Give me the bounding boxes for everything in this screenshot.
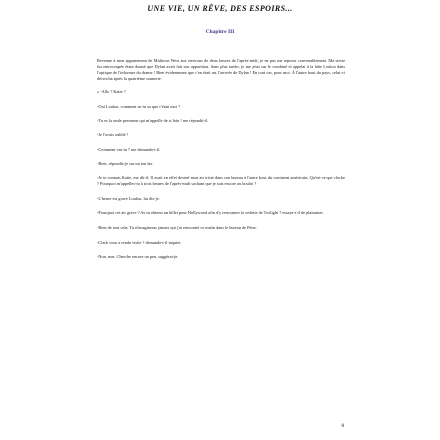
- dialogue-line: -Je l'avais oublié !: [97, 132, 129, 138]
- dialogue-line: -Bien, répondis-je sur un ton las.: [97, 160, 154, 166]
- chapter-text: [97, 58, 345, 268]
- page-number: 8: [341, 424, 344, 429]
- intro-paragraph: Revenue à mon appartement de Midtown West aux environs de deux heures de l'après-midi, je ne pus me reposer convenablement. Ma sieste fut entrecoupée étant donné que Dylan avait fait son apparition. Sans plus tarder, je me jetai sur le combiné et appelai à la hâte Loulou dans l'optique de l'informer du drame ! Bien évidemment que c'en était un, l'arrivée de Dylan ! En tout cas, pour moi. À l'autre bout du pays, celui-ci décrocha après la quatrième sonnerie.: [97, 58, 345, 82]
- dialogue-line: -Rien de tout cela. Tu n'imagineras jamais qui j'ai rencontré ce matin dans le bureau de Peter.: [97, 224, 257, 230]
- dialogue-line: -L'heure est grave Loulou, lui dis-je.: [97, 195, 160, 201]
- dialogue-line: -Je te connais Katie, me dit-il. Il avait en effet deviné mon air triste dans son bureau à l'autre bout du continent américain. Qu'est-ce-qui cloche ? Pourquoi m'appelles-tu à trois heures de l'après-midi sachant que je suis encore au boulot ?: [97, 175, 345, 187]
- running-header: UNE VIE, UN RÊVE, DES ESPOIRS...: [147, 4, 293, 13]
- chapter-title: Chapitre III: [205, 29, 235, 35]
- dialogue-line: -Oui Loulou, comment as-tu su que c'était moi ?: [97, 103, 180, 109]
- dialogue-line: -Tu es la seule personne qui m'appelle de si loin ! me répondit-il.: [97, 117, 209, 123]
- dialogue-line: -Comment vas-tu ? me demanda-t-il.: [97, 146, 161, 152]
- dialogue-line: -Clark vous a rendu visite ? demanda-t-il inquiet.: [97, 239, 182, 245]
- dialogue-line: -Non, non. Cherche encore un peu, suggérai-je.: [97, 253, 179, 259]
- dialogue-line: -Pourquoi cet air grave ? As-tu obtenu un billet pour Hollywood afin d'y rencontrer la vedette de Twilight ? essaya-t-il de plaisanter.: [97, 210, 324, 216]
- dialogue-line: « -Allo ? Katie ?: [97, 89, 126, 95]
